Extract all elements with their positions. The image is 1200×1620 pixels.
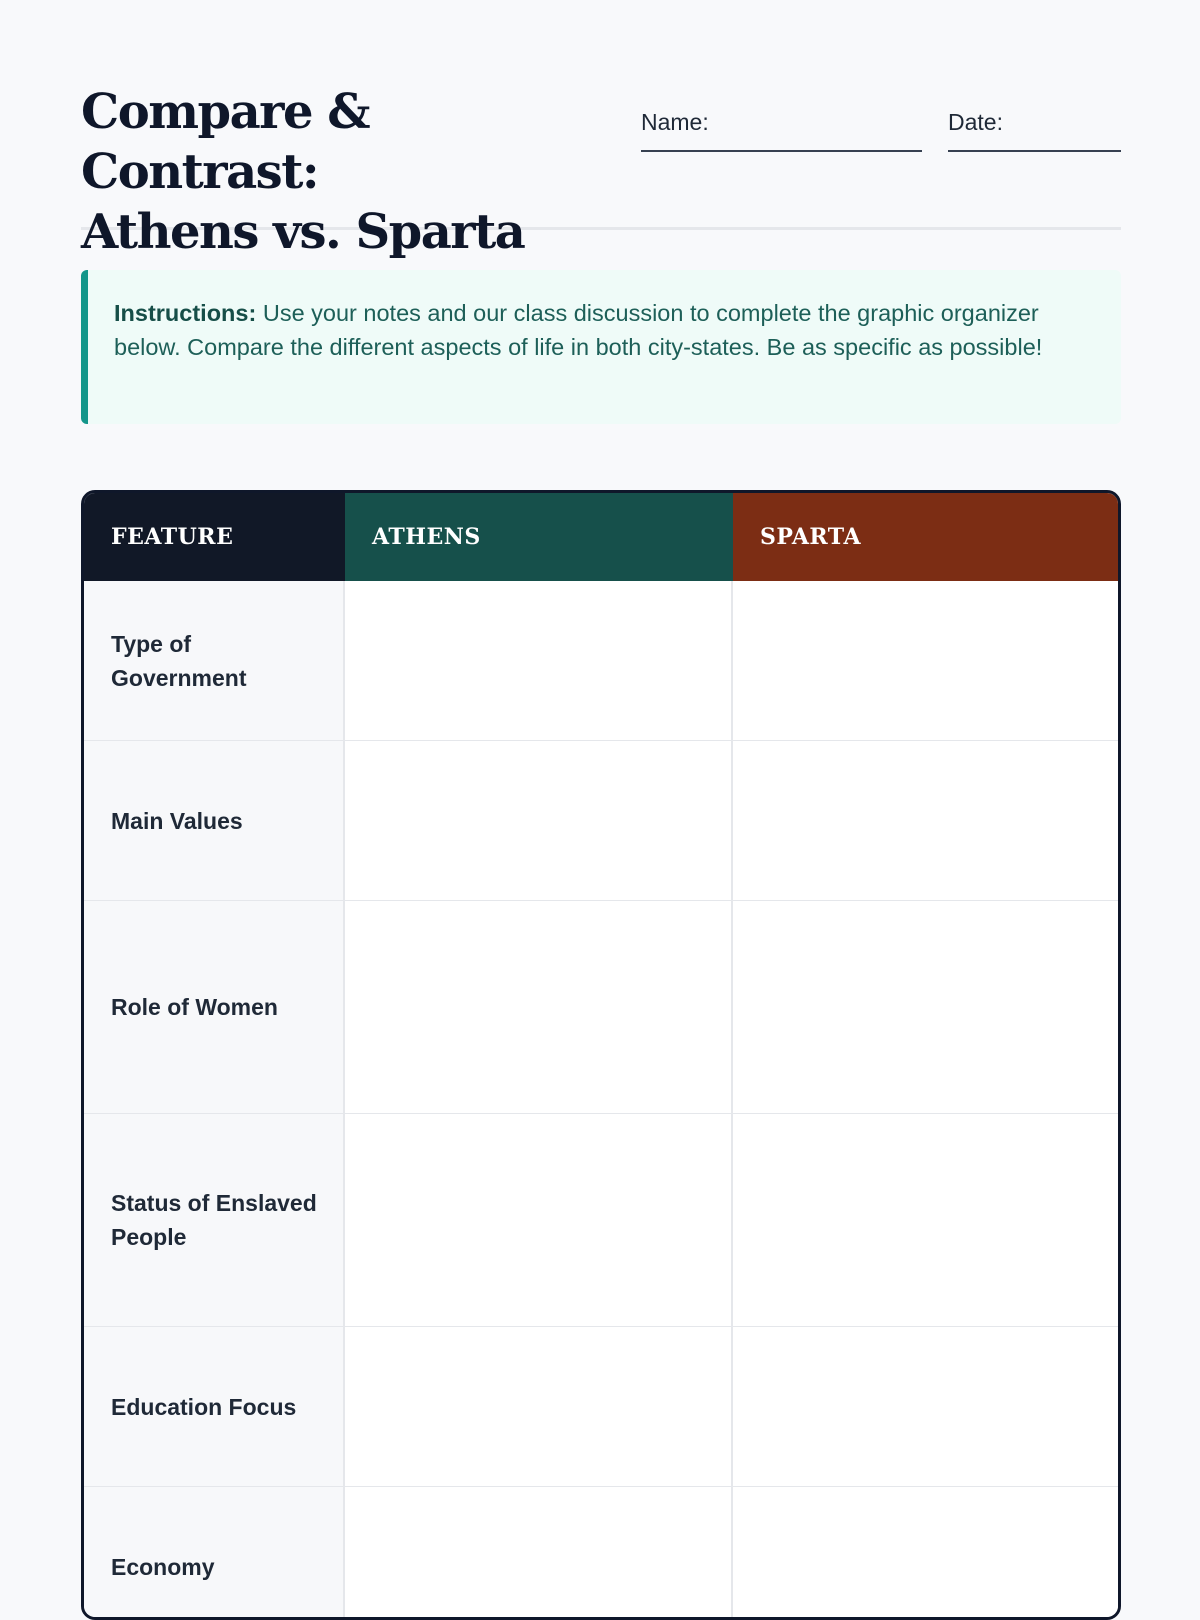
instructions-label: Instructions:	[114, 300, 257, 326]
feature-label: Status of Enslaved People	[84, 1114, 345, 1326]
date-blank-line[interactable]	[948, 150, 1121, 152]
sparta-answer-cell[interactable]	[733, 741, 1118, 900]
header-athens: ATHENS	[345, 493, 733, 581]
sparta-answer-cell[interactable]	[733, 901, 1118, 1113]
table-row	[84, 741, 1118, 901]
table-row	[84, 1114, 1118, 1327]
feature-label: Education Focus	[84, 1327, 345, 1486]
sparta-answer-cell[interactable]	[733, 1487, 1118, 1620]
table-row	[84, 1487, 1118, 1620]
worksheet-header	[81, 0, 1121, 260]
sparta-answer-cell[interactable]	[733, 581, 1118, 740]
name-label: Name:	[641, 109, 709, 135]
title-line-1: Compare & Contrast:	[81, 84, 370, 200]
feature-label: Main Values	[84, 741, 345, 900]
athens-answer-cell[interactable]	[345, 1114, 733, 1326]
feature-label: Economy	[84, 1487, 345, 1620]
table-row	[84, 1327, 1118, 1487]
athens-answer-cell[interactable]	[345, 741, 733, 900]
sparta-answer-cell[interactable]	[733, 1114, 1118, 1326]
sparta-answer-cell[interactable]	[733, 1327, 1118, 1486]
athens-answer-cell[interactable]	[345, 1327, 733, 1486]
instructions-text: Use your notes and our class discussion to complete the graphic organizer below. Compare the different aspects of life in both city-states. Be as specific as possible!	[114, 300, 1043, 360]
table-header-row	[84, 493, 1118, 581]
graphic-organizer-table	[81, 490, 1121, 1620]
feature-label: Role of Women	[84, 901, 345, 1113]
name-blank-line[interactable]	[641, 150, 922, 152]
date-label: Date:	[948, 109, 1003, 135]
worksheet-page	[81, 0, 1121, 1580]
title-line-2: Athens vs. Sparta	[81, 204, 525, 260]
athens-answer-cell[interactable]	[345, 581, 733, 740]
instructions-box	[81, 270, 1121, 424]
table-row	[84, 901, 1118, 1114]
feature-label: Type of Government	[84, 581, 345, 740]
athens-answer-cell[interactable]	[345, 901, 733, 1113]
header-feature: FEATURE	[84, 493, 345, 581]
table-row	[84, 581, 1118, 741]
date-field[interactable]	[948, 108, 1121, 152]
page-title	[81, 82, 621, 262]
athens-answer-cell[interactable]	[345, 1487, 733, 1620]
header-sparta: SPARTA	[733, 493, 1118, 581]
name-field[interactable]	[641, 108, 922, 152]
